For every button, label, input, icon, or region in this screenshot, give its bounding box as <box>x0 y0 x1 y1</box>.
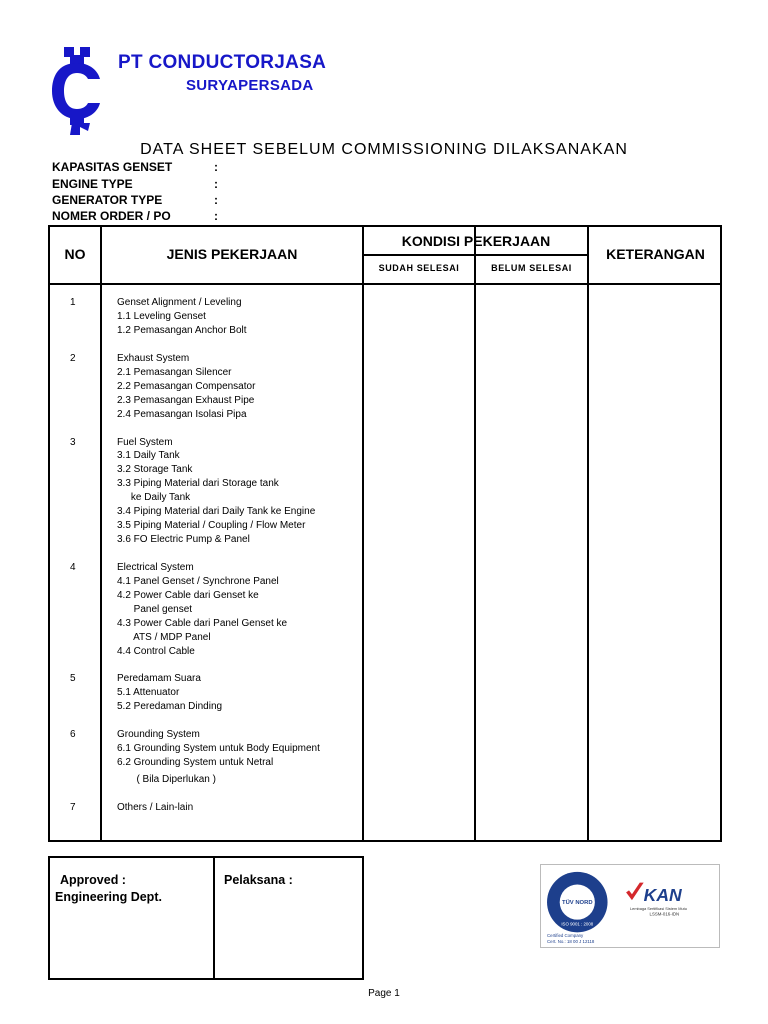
column-divider <box>362 227 364 840</box>
item-text: Panel genset <box>117 604 193 615</box>
header-belum-selesai: BELUM SELESAI <box>491 263 572 273</box>
item-number: 4 <box>70 562 76 573</box>
item-text: Fuel System <box>117 437 173 448</box>
company-name-line1: PT CONDUCTORJASA <box>118 52 327 73</box>
info-label-kapasitas: KAPASITAS GENSET <box>52 160 173 174</box>
certified-company-text: Certified Company <box>547 933 584 939</box>
header-no: NO <box>64 246 86 262</box>
item-text: 1.2 Pemasangan Anchor Bolt <box>117 325 247 336</box>
item-text: 1.1 Leveling Genset <box>117 311 206 322</box>
item-text: 4.4 Control Cable <box>117 646 195 657</box>
item-text: 6.2 Grounding System untuk Netral <box>117 757 274 768</box>
item-text: 2.2 Pemasangan Compensator <box>117 381 256 392</box>
info-label-order-po: NOMER ORDER / PO <box>52 209 171 223</box>
item-text: 3.4 Piping Material dari Daily Tank ke Engine <box>117 506 316 517</box>
item-text: Peredamam Suara <box>117 673 201 684</box>
item-number: 2 <box>70 353 76 364</box>
header-keterangan: KETERANGAN <box>606 246 705 262</box>
approved-label: Approved : <box>60 873 126 887</box>
item-text: ATS / MDP Panel <box>117 632 211 643</box>
kan-code: LSSM-016-IDN <box>649 911 680 917</box>
item-text: Others / Lain-lain <box>117 802 194 813</box>
item-text: 3.1 Daily Tank <box>117 450 180 461</box>
item-text: Electrical System <box>117 562 194 573</box>
header-divider <box>50 283 720 285</box>
company-name-line2: SURYAPERSADA <box>186 77 314 94</box>
item-text: 3.2 Storage Tank <box>117 464 193 475</box>
item-text: Exhaust System <box>117 353 190 364</box>
item-text: Grounding System <box>117 729 200 740</box>
cert-number-text: Cert. No.: 18 00 J 12118 <box>547 939 595 945</box>
item-text: ( Bila Diperlukan ) <box>117 774 216 785</box>
tuv-nord-text: TÜV NORD <box>562 900 593 907</box>
item-text: 3.6 FO Electric Pump & Panel <box>117 534 250 545</box>
header-kondisi-pekerjaan: KONDISI PEKERJAAN <box>401 233 551 249</box>
work-checklist-table <box>48 225 722 842</box>
check-mark-icon <box>626 883 644 901</box>
page-number: Page 1 <box>368 988 400 999</box>
item-text: 2.4 Pemasangan Isolasi Pipa <box>117 409 247 420</box>
item-text: 3.3 Piping Material dari Storage tank <box>117 478 279 489</box>
company-logo-icon <box>52 47 102 135</box>
certification-graphic <box>541 865 719 947</box>
item-text: ke Daily Tank <box>117 492 191 503</box>
item-text: 5.1 Attenuator <box>117 687 180 698</box>
header-sudah-selesai: SUDAH SELESAI <box>378 263 460 273</box>
item-number: 7 <box>70 802 76 813</box>
iso-text: ISO 9001 : 2008 <box>561 921 594 927</box>
kan-caption: Lembaga Sertifikasi Sistem Mutu <box>630 905 687 911</box>
certification-logo <box>540 864 720 948</box>
item-text: 4.3 Power Cable dari Panel Genset ke <box>117 618 288 629</box>
item-text: 6.1 Grounding System untuk Body Equipment <box>117 743 320 754</box>
item-text: 3.5 Piping Material / Coupling / Flow Meter <box>117 520 306 531</box>
signature-box <box>48 856 364 980</box>
engineering-dept-label: Engineering Dept. <box>55 890 162 904</box>
item-number: 6 <box>70 729 76 740</box>
item-text: 5.2 Peredaman Dinding <box>117 701 223 712</box>
item-text: 2.3 Pemasangan Exhaust Pipe <box>117 395 255 406</box>
item-number: 3 <box>70 437 76 448</box>
info-colon: : <box>214 193 218 207</box>
pelaksana-label: Pelaksana : <box>224 873 293 887</box>
signature-divider <box>213 858 215 978</box>
kan-text: KAN <box>643 885 682 906</box>
item-text: 4.1 Panel Genset / Synchrone Panel <box>117 576 279 587</box>
column-divider <box>100 227 102 840</box>
item-text: 2.1 Pemasangan Silencer <box>117 367 232 378</box>
info-colon: : <box>214 177 218 191</box>
item-text: 4.2 Power Cable dari Genset ke <box>117 590 259 601</box>
column-divider <box>587 227 589 840</box>
column-divider <box>474 227 476 840</box>
header-jenis-pekerjaan: JENIS PEKERJAAN <box>166 246 298 262</box>
item-text: Genset Alignment / Leveling <box>117 297 242 308</box>
info-colon: : <box>214 209 218 223</box>
item-number: 5 <box>70 673 76 684</box>
info-label-engine-type: ENGINE TYPE <box>52 177 133 191</box>
info-label-generator-type: GENERATOR TYPE <box>52 193 163 207</box>
subheader-divider <box>362 254 589 256</box>
info-colon: : <box>214 160 218 174</box>
item-number: 1 <box>70 297 76 308</box>
document-title: DATA SHEET SEBELUM COMMISSIONING DILAKSANAKAN <box>140 141 628 158</box>
